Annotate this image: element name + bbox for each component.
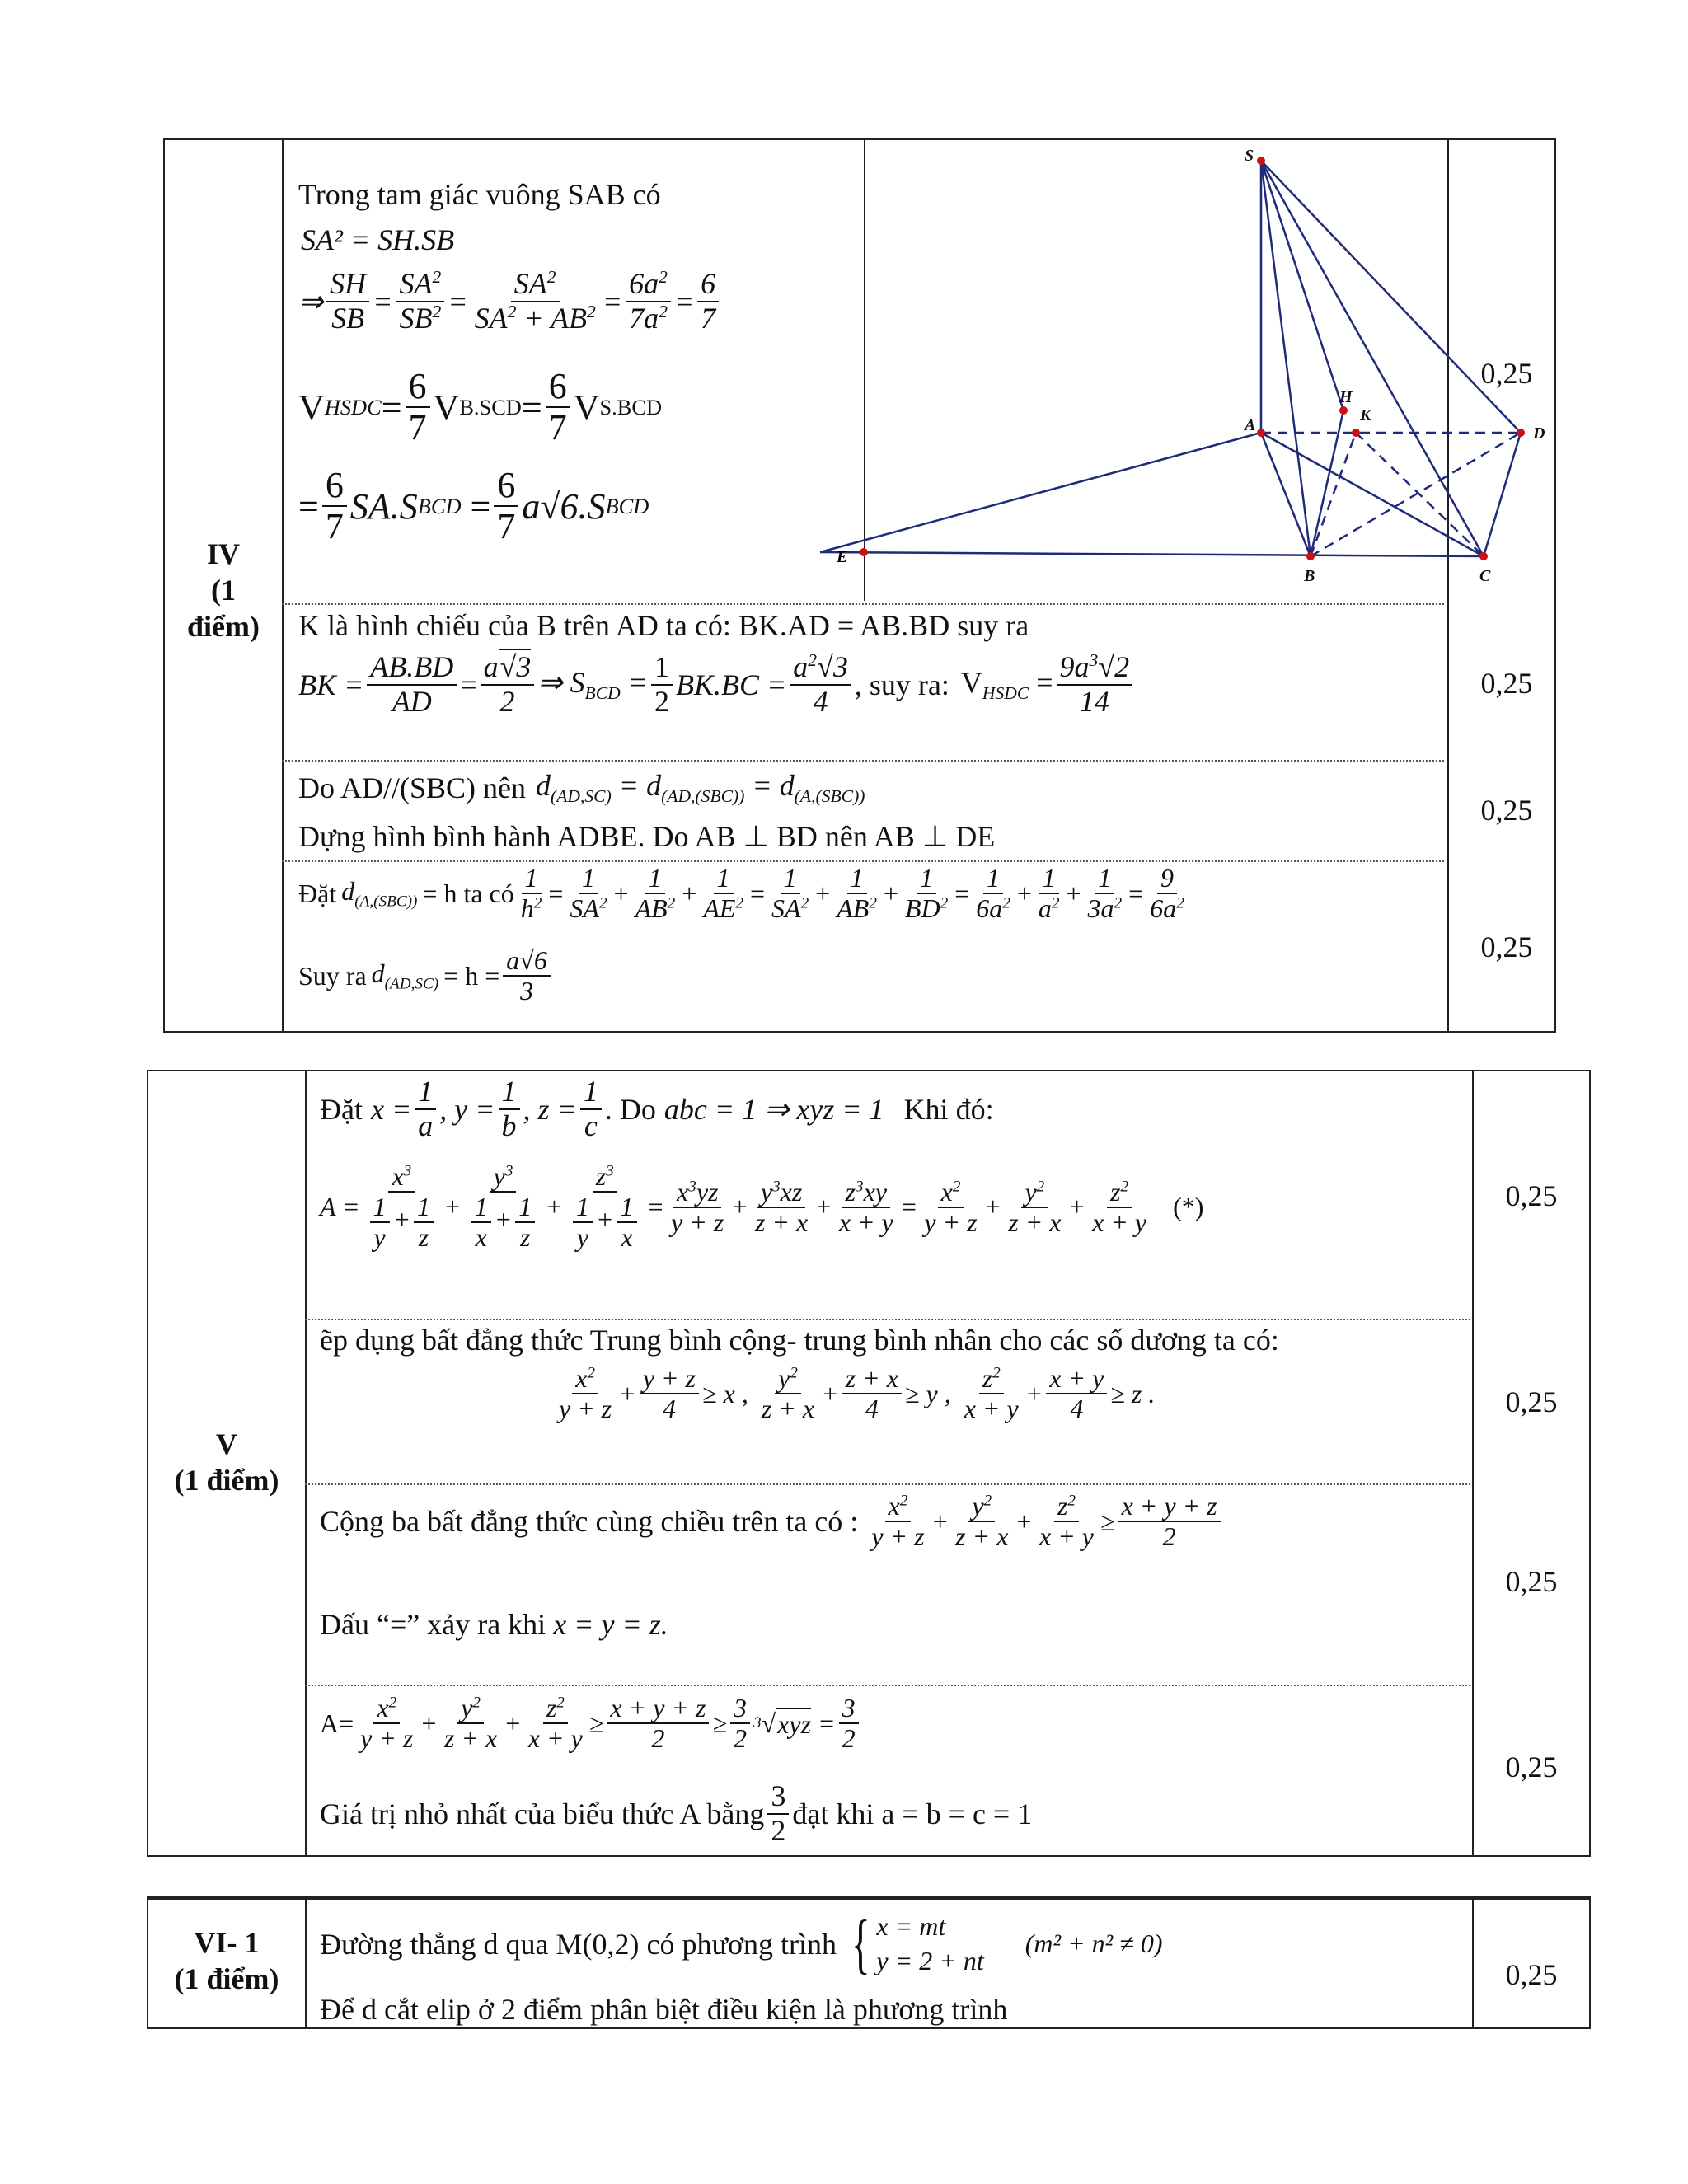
subscript: BCD: [417, 493, 462, 518]
subscript: S.BCD: [599, 394, 663, 419]
section-label: VI- 1 (1 điểm): [174, 1926, 279, 1995]
score: 0,25: [1505, 1385, 1558, 1418]
row-text: = h =: [443, 960, 500, 991]
score: 0,25: [1480, 930, 1533, 963]
col-divider: [305, 1900, 307, 2027]
system-equation: y = 2 + nt: [876, 1945, 984, 1975]
equation: Suy ra $d_{(AD,SC)}$ = h = $\frac{a√6}{3}$: [298, 946, 554, 1005]
row-divider: [282, 603, 1444, 605]
row-divider: [282, 760, 1444, 762]
row-text: Trong tam giác vuông SAB có: [298, 178, 661, 211]
row-divider: [305, 1483, 1470, 1485]
note-marker: (*): [1173, 1192, 1204, 1222]
condition: abc = 1 ⇒ xyz = 1: [663, 1092, 884, 1126]
section-iv-table: [163, 138, 1556, 1033]
equation: = $\frac{6}{7}$ SA.S BCD = $\frac{6}{7}$ a√6.S BCD: [298, 465, 649, 547]
row-text: Suy ra: [298, 960, 367, 991]
svg-text:C: C: [1479, 567, 1491, 585]
row-text: A=: [320, 1708, 354, 1738]
equation: Cộng ba bất đẳng thức cùng chiều trên ta có : $\frac{x^2}{y + z}$ + $\frac{y^2}{z + x}$ + $\frac{z^2}{x + y}$ ≥ $\frac{x + y + z}{2}$: [320, 1492, 1224, 1551]
row-text: Dấu “=” xảy ra khi: [320, 1608, 546, 1641]
equation: SA² = SH.SB: [301, 223, 455, 256]
score: 0,25: [1505, 1179, 1558, 1212]
math-term: SA.S: [349, 485, 418, 527]
row-text: Do AD//(SBC) nên: [298, 771, 527, 804]
row-text: Dựng hình bình hành ADBE. Do AB ⊥ BD nên AB ⊥ DE: [298, 820, 996, 853]
row-text: . Do: [604, 1092, 656, 1126]
row-text: đạt khi a = b = c = 1: [792, 1797, 1033, 1830]
col-divider: [282, 140, 284, 1031]
score: 0,25: [1480, 794, 1533, 827]
score: 0,25: [1480, 667, 1533, 700]
score: 0,25: [1505, 1958, 1558, 1991]
row-text: , suy ra:: [854, 668, 950, 701]
col-divider: [1472, 1900, 1474, 2027]
row-text: Đường thẳng d qua M(0,2) có phương trình: [320, 1927, 837, 1961]
row-text: K là hình chiếu của B trên AD ta có: BK.AD = AB.BD suy ra: [298, 609, 1029, 642]
subscript: HSDC: [324, 394, 382, 419]
equation: A= $\frac{x^2}{y + z}$ + $\frac{y^2}{z + x}$ + $\frac{z^2}{x + y}$ ≥ $\frac{x + y + z}{2}$ ≥ $\frac{3}{2}$ 3 √ xyz = $\frac{3}{2}$: [320, 1694, 862, 1753]
col-divider: [1472, 1071, 1474, 1855]
svg-text:D: D: [1533, 424, 1545, 443]
equation: $\frac{x^2}{y + z}$ + $\frac{y + z}{4}$ ≥ x , $\frac{y^2}{z + x}$ + $\frac{z + x}{4}$ ≥ y , $\frac{z^2}{x + y}$ + $\frac{x + y}{4}$ ≥ z .: [559, 1363, 1156, 1424]
equation: Do AD//(SBC) nên $d_{(AD,SC)} = d_{(AD,(SBC))} = d_{(A,(SBC))}$: [298, 769, 865, 807]
col-divider: [305, 1071, 307, 1855]
condition: (m² + n² ≠ 0): [1025, 1929, 1163, 1959]
row-text: Khi đó:: [903, 1092, 994, 1126]
row-divider: [282, 860, 1444, 862]
implies-symbol: ⇒: [298, 284, 324, 318]
equation: V HSDC = $\frac{6}{7}$ V B.SCD = $\frac{6}{7}$ V S.BCD: [298, 366, 663, 448]
section-v-table: [147, 1070, 1591, 1857]
row-divider: [305, 1319, 1470, 1320]
svg-text:H: H: [1339, 388, 1353, 406]
row-text: Đặt: [298, 878, 337, 908]
row-text: Cộng ba bất đẳng thức cùng chiều trên ta có :: [320, 1505, 859, 1539]
score: 0,25: [1505, 1565, 1558, 1598]
equation: Đặt $d_{(A,(SBC))}$ = h ta có $\frac{1}{h^2}$ = $\frac{1}{SA^2}$ + $\frac{1}{AB^2}$ + $\frac{1}{AE^2}$ = $\frac{1}{SA^2}$ + $\frac{1}{AB^2}$ + $\frac{1}{BD^2}$ = $\frac{1}{6a^2}$ + $\frac{1}{a^2}$ + $\frac{1}{3a^2}$ = $\frac{9}{6a^2}$: [298, 863, 1184, 924]
volume-symbol: V: [433, 387, 460, 428]
equation: Đặt x = $\frac{1}{a}$ , y = $\frac{1}{b}$ , z = $\frac{1}{c}$ . Do abc = 1 ⇒ xyz = 1 Khi đó:: [320, 1075, 994, 1142]
math-term: a√6.S: [522, 485, 606, 527]
col-divider: [1447, 140, 1449, 1031]
svg-text:B: B: [1304, 567, 1315, 585]
row-text: = h ta có: [422, 878, 514, 908]
row-text: Đặt: [320, 1092, 363, 1126]
row-text: ẽp dụng bất đẳng thức Trung bình cộng- trung bình nhân cho các số dương ta có:: [320, 1324, 1279, 1357]
score: 0,25: [1480, 357, 1533, 390]
svg-text:S: S: [1245, 147, 1254, 165]
system-equation: x = mt: [876, 1911, 946, 1941]
equation: A = $x^3$ $\frac{1}{y}$ + $\frac{1}{z}$ + $y^3$ $\frac{1}{x}$ + $\frac{1}{z}$ + $z^3$ $\frac{1}{y}$ + $\frac{1}{x}$ = $\frac{x^3yz}{y + z}$ + $\frac{y^3xz}{z + x}$ + $\frac{z^3xy}{x + y}$ = $\frac{x^2}{y + z}$ + $\frac{y^2}{z + x}$ + $\frac{z^2}{x + y}$ (*): [320, 1161, 1204, 1253]
equation: ⇒ $\frac{SH}{SB}$ = $\frac{SA^2}{SB^2}$ = $\frac{SA^2}{SA^2 + AB^2}$ = $\frac{6a^2}{7a^2}$ = $\frac{6}{7}$: [298, 268, 722, 335]
row-text: Giá trị nhỏ nhất của biểu thức A bằng: [320, 1797, 765, 1830]
section-label: IV (1 điểm): [187, 537, 260, 643]
equation: BK = $\frac{AB.BD}{AD}$ = $\frac{a√3}{2}$ ⇒ $S_{BCD}$ = $\frac{1}{2}$ BK.BC = $\frac{a^2√3}{4}$ , suy ra: $V_{HSDC}$ = $\frac{9a^3√2}{14}$: [298, 651, 1136, 718]
equation: Giá trị nhỏ nhất của biểu thức A bằng $\frac{3}{2}$ đạt khi a = b = c = 1: [320, 1779, 1033, 1847]
score: 0,25: [1505, 1750, 1558, 1783]
row-divider: [305, 1685, 1470, 1686]
section-label: V (1 điểm): [174, 1427, 279, 1497]
figure-point-e: [668, 527, 865, 593]
svg-text:E: E: [837, 548, 848, 566]
equation: Đường thẳng d qua M(0,2) có phương trình { x = mt y = 2 + nt (m² + n² ≠ 0): [320, 1907, 1163, 1980]
svg-text:K: K: [1360, 406, 1372, 424]
section-vi-table: [147, 1896, 1591, 2029]
subscript: B.SCD: [459, 394, 522, 419]
row-text: Để d cắt elip ở 2 điểm phân biệt điều kiện là phương trình: [320, 1993, 1008, 2026]
math-term: x = y = z.: [553, 1608, 668, 1641]
svg-text:A: A: [1245, 416, 1256, 434]
equation: [320, 1607, 668, 1642]
volume-symbol: V: [298, 387, 325, 428]
